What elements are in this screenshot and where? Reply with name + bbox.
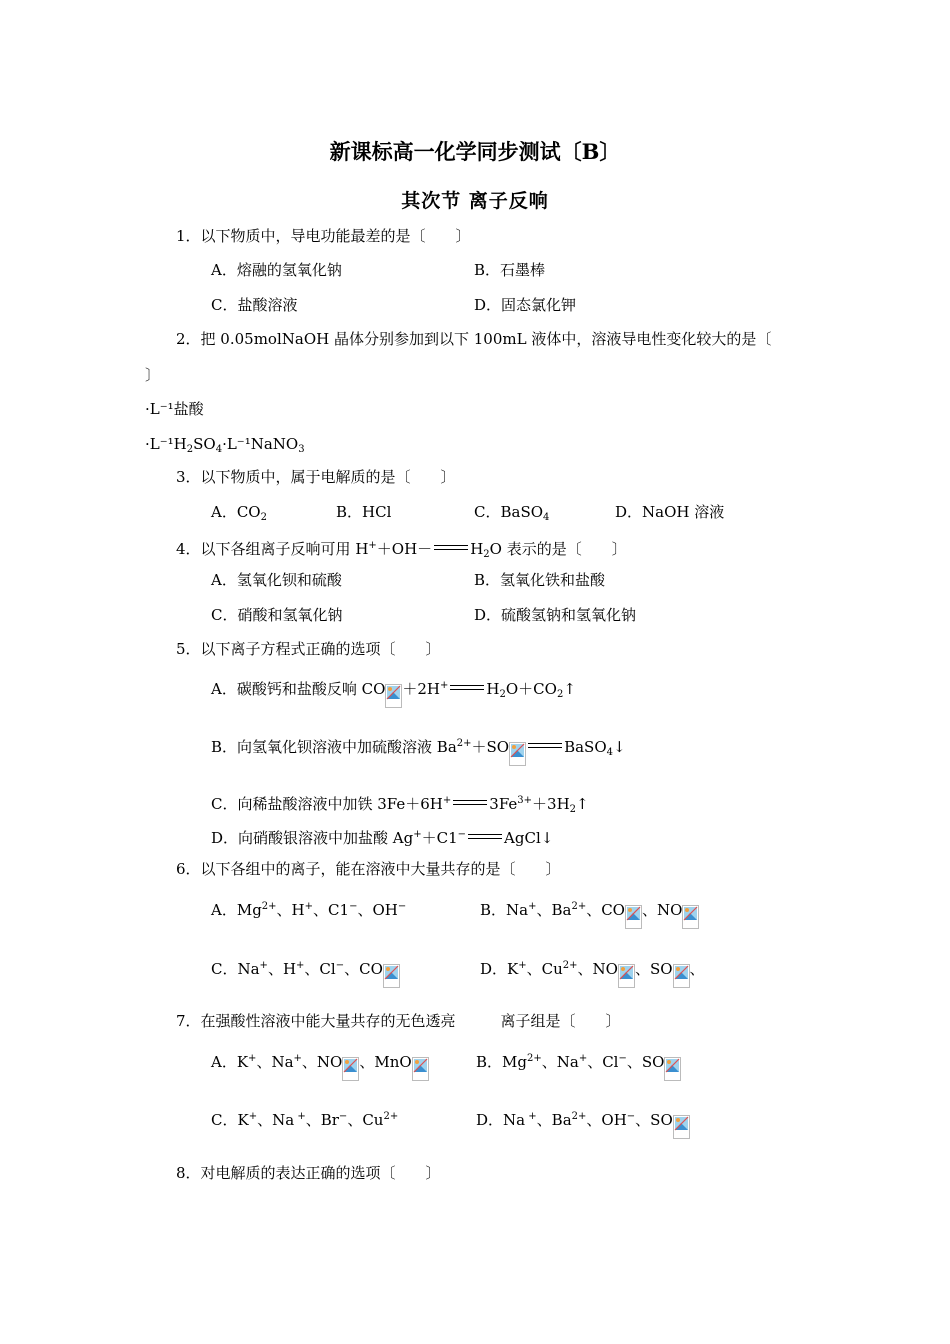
q5-option-b: B．向氢氧化钡溶液中加硫酸溶液 $Ba^{2+}+SO$ BaSO$_4$↓: [211, 734, 626, 766]
q1-option-d: D．固态氯化钾: [474, 296, 577, 314]
broken-image-icon: [618, 964, 635, 988]
q7-option-d: D．Na +、$Ba^{2+}$、OH−、SO: [476, 1107, 690, 1139]
broken-image-icon: [412, 1057, 429, 1081]
reaction-equals-sign: [468, 834, 502, 839]
question-6-stem: 6．以下各组中的离子，能在溶液中大量共存的是〔 〕: [176, 860, 561, 878]
q5-option-a: A．碳酸钙和盐酸反响 CO ＋2H+ $H_2O+CO_2↑$: [211, 676, 576, 708]
q3-option-d: D．NaOH 溶液: [615, 503, 725, 521]
q2-close-bracket: 〕: [145, 366, 161, 384]
q4-option-a: A．氢氧化钡和硫酸: [211, 571, 342, 589]
q6-option-c: C．Na+、H+、Cl−、CO: [211, 956, 400, 988]
q4-option-b: B．氢氧化铁和盐酸: [474, 571, 606, 589]
question-8-stem: 8．对电解质的表达正确的选项〔 〕: [176, 1164, 441, 1182]
broken-image-icon: [342, 1057, 359, 1081]
q5-option-c: C．向稀盐酸溶液中加铁 3Fe＋6H+ $3Fe^{3+}+3H_2↑$: [211, 795, 589, 815]
broken-image-icon: [673, 1115, 690, 1139]
q1-option-c: C．盐酸溶液: [211, 296, 298, 314]
broken-image-icon: [625, 905, 642, 929]
q4-option-d: D．硫酸氢钠和氢氧化钠: [474, 606, 637, 624]
q7-option-a: A．K+、Na+、NO 、MnO: [211, 1049, 429, 1081]
q7-option-b: B．$Mg^{2+}$、Na+、Cl−、SO: [476, 1049, 681, 1081]
broken-image-icon: [385, 684, 402, 708]
broken-image-icon: [664, 1057, 681, 1081]
reaction-equals-sign: [528, 743, 562, 748]
question-2-stem: 2．把 0.05molNaOH 晶体分别参加到以下 100mL 液体中，溶液导电性变化较大的是〔: [176, 330, 772, 348]
q6-option-d: D．K+、$Cu^{2+}$、NO 、SO 、: [480, 956, 705, 988]
q1-option-a: A．熔融的氢氧化钠: [211, 261, 342, 279]
q2-option-line-2: $\cdot L^{-1}H_2SO_4\cdot L^{-1}NaNO_3$: [145, 435, 305, 455]
broken-image-icon: [509, 742, 526, 766]
question-1-stem: 1．以下物质中，导电功能最差的是〔 〕: [176, 227, 471, 245]
question-3-stem: 3．以下物质中，属于电解质的是〔 〕: [176, 468, 456, 486]
question-7-stem: 7．在强酸性溶液中能大量共存的无色透亮 离子组是〔 〕: [176, 1012, 621, 1030]
broken-image-icon: [682, 905, 699, 929]
q5-option-d: D．向硝酸银溶液中加盐酸 Ag+＋C1− AgCl↓: [211, 829, 554, 847]
q2-option-line-1: ·L⁻¹盐酸: [145, 400, 204, 418]
q3-option-c: C．BaSO$_4$: [474, 503, 550, 523]
q3-option-b: B．HCl: [336, 503, 392, 521]
question-4-stem: 4．以下各组离子反响可用 $H^++OH- H_2O$ 表示的是〔 〕: [176, 540, 627, 560]
q7-option-c: C．K+、Na +、Br−、$Cu^{2+}$: [211, 1111, 399, 1129]
broken-image-icon: [383, 964, 400, 988]
q3-option-a: A．$CO_2$: [211, 503, 267, 523]
q6-option-a: A．$Mg^{2+}$、H+、C1−、OH−: [211, 901, 407, 919]
q1-option-b: B．石墨棒: [474, 261, 546, 279]
reaction-equals-sign: [434, 545, 468, 550]
broken-image-icon: [673, 964, 690, 988]
reaction-equals-sign: [450, 685, 484, 690]
reaction-equals-sign: [453, 800, 487, 805]
page-title: 新课标高一化学同步测试〔B〕: [329, 139, 621, 164]
q4-option-c: C．硝酸和氢氧化钠: [211, 606, 343, 624]
q6-option-b: B．Na+、$Ba^{2+}$、CO 、NO: [480, 897, 699, 929]
question-5-stem: 5．以下离子方程式正确的选项〔 〕: [176, 640, 441, 658]
section-subtitle: 其次节 离子反响: [401, 190, 549, 212]
